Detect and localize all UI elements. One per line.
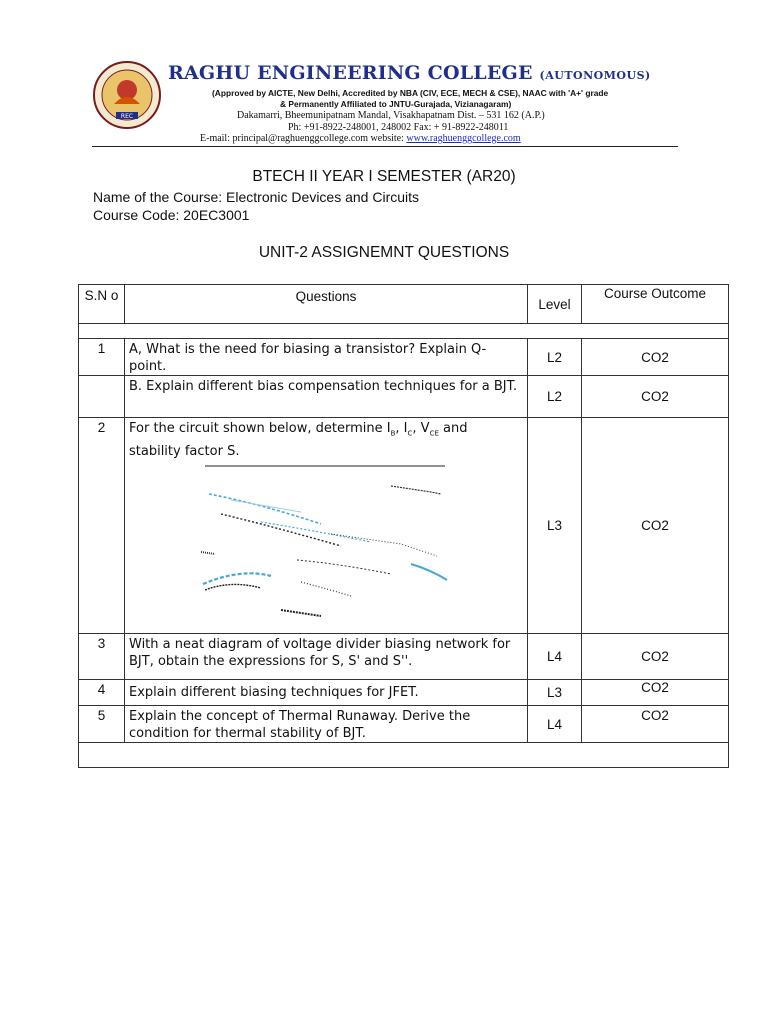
row-sno: 5 bbox=[79, 706, 125, 743]
row-level: L4 bbox=[528, 706, 582, 743]
table-empty-row bbox=[79, 743, 729, 768]
row-question: Explain different biasing techniques for JFET. bbox=[125, 680, 528, 706]
row-question: A, What is the need for biasing a transistor? Explain Q-point. bbox=[125, 339, 528, 376]
course-code: Course Code: 20EC3001 bbox=[93, 207, 250, 223]
header-level: Level bbox=[528, 285, 582, 324]
table-row bbox=[79, 339, 729, 376]
row-sno: 2 bbox=[79, 418, 125, 634]
table-spacer-row bbox=[79, 324, 729, 339]
header-course-outcome: Course Outcome bbox=[582, 285, 729, 324]
row-level: L2 bbox=[528, 339, 582, 376]
address-line: Dakamarri, Bheemunipatnam Mandal, Visakhapatnam Dist. – 531 162 (A.P.) bbox=[237, 110, 545, 121]
course-name: Name of the Course: Electronic Devices and Circuits bbox=[93, 189, 420, 205]
row-question: Explain the concept of Thermal Runaway. Derive the condition for thermal stability of BJT. bbox=[125, 706, 528, 743]
unit-title: UNIT-2 ASSIGNEMNT QUESTIONS bbox=[258, 244, 510, 261]
table-row bbox=[79, 634, 729, 680]
letterhead bbox=[92, 60, 678, 146]
table-row bbox=[79, 680, 729, 706]
table-header-row bbox=[79, 285, 729, 324]
row-course-outcome: CO2 bbox=[582, 706, 729, 743]
row-sno: 4 bbox=[79, 680, 125, 706]
row-course-outcome: CO2 bbox=[582, 376, 729, 418]
row-level: L3 bbox=[528, 680, 582, 706]
contact-line bbox=[200, 133, 521, 144]
semester-title: BTECH II YEAR I SEMESTER (AR20) bbox=[252, 168, 516, 185]
row-question: B. Explain different bias compensation techniques for a BJT. bbox=[125, 376, 528, 418]
letterhead-divider bbox=[92, 146, 678, 147]
row-question: For the circuit shown below, determine $I_B$, $I_C$, $V_{CE}$ and stability factor S. bbox=[125, 418, 528, 634]
row-level: L3 bbox=[528, 418, 582, 634]
row-level: L4 bbox=[528, 634, 582, 680]
header-sno: S.N o bbox=[79, 285, 125, 324]
website-link[interactable]: www.raghuenggcollege.com bbox=[406, 133, 521, 144]
row-level: L2 bbox=[528, 376, 582, 418]
table-row bbox=[79, 376, 729, 418]
questions-table bbox=[78, 284, 729, 768]
affiliation-line: & Permanently Affiliated to JNTU-Gurajada, Vizianagaram) bbox=[280, 99, 512, 109]
approval-line: (Approved by AICTE, New Delhi, Accredited by NBA (CIV, ECE, MECH & CSE), NAAC with 'A+' grade bbox=[212, 88, 609, 98]
row-course-outcome: CO2 bbox=[582, 418, 729, 634]
table-row bbox=[79, 706, 729, 743]
row-course-outcome: CO2 bbox=[582, 339, 729, 376]
row-sno: 1 bbox=[79, 339, 125, 376]
header-questions: Questions bbox=[125, 285, 528, 324]
row-course-outcome: CO2 bbox=[582, 634, 729, 680]
row-sno bbox=[79, 376, 125, 418]
row-sno: 3 bbox=[79, 634, 125, 680]
row-course-outcome: CO2 bbox=[582, 680, 729, 706]
autonomous-label: (AUTONOMOUS) bbox=[539, 69, 651, 82]
college-seal-logo bbox=[92, 60, 162, 130]
row-question: With a neat diagram of voltage divider biasing network for BJT, obtain the expressions for S, S' and S''. bbox=[125, 634, 528, 680]
phone-line: Ph: +91-8922-248001, 248002 Fax: + 91-8922-248011 bbox=[288, 122, 509, 133]
email-text: E-mail: principal@raghuenggcollege.com website: bbox=[200, 133, 407, 144]
table-row bbox=[79, 418, 729, 634]
college-name: RAGHU ENGINEERING COLLEGE (AUTONOMOUS) bbox=[168, 62, 651, 84]
circuit-diagram-image bbox=[201, 464, 451, 624]
svg-text:REC: REC bbox=[120, 113, 134, 120]
